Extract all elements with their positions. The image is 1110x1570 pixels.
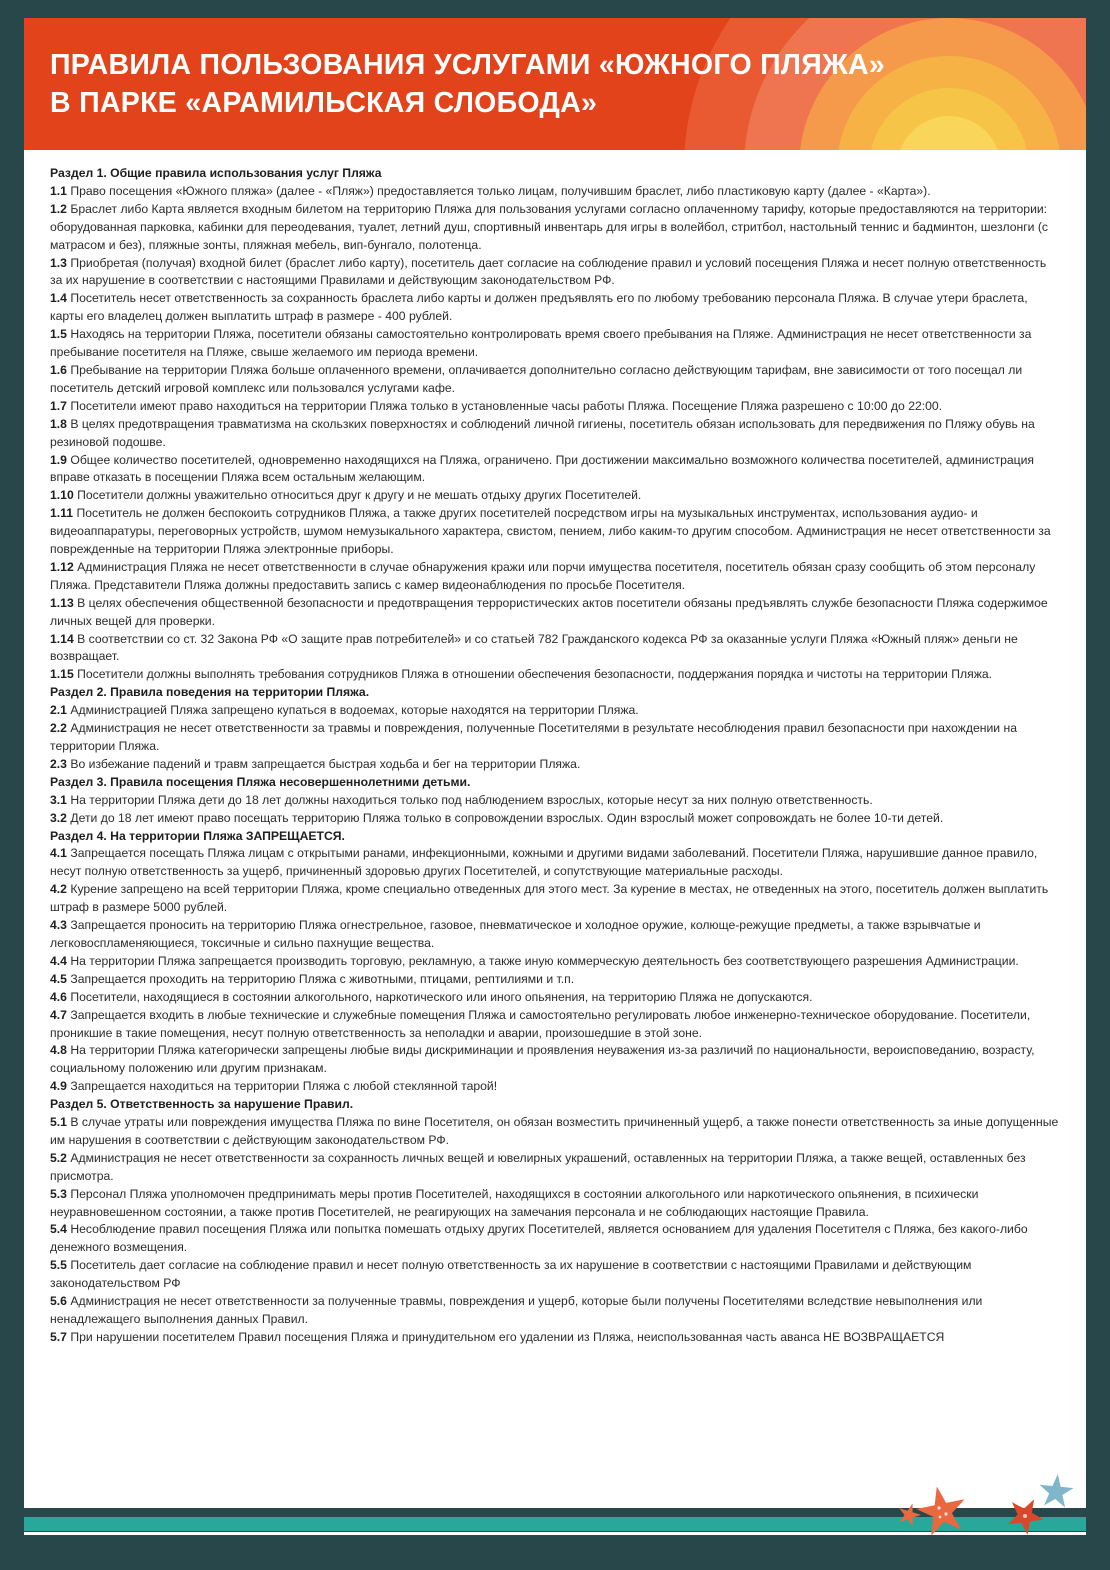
rule-item <box>50 452 1060 488</box>
rule-item <box>50 487 1060 505</box>
section-heading: Раздел 1. Общие правила использования услуг Пляжа <box>50 166 382 180</box>
rule-number: 5.5 <box>50 1258 67 1273</box>
rule-number: 4.2 <box>50 882 67 897</box>
rule-number: 5.7 <box>50 1329 67 1344</box>
rule-text: Персонал Пляжа уполномочен предпринимать меры против Посетителей, находящихся в состоянии алкогольного или наркотического опьянения, в психически неуравновешенном состоянии, а также против Посетителей, не реагирующих на замечания персонала и не соблюдающих настоящие Правила. <box>50 1186 979 1219</box>
rule-item <box>50 183 1060 201</box>
page-title <box>50 46 1050 122</box>
section-heading: Раздел 5. Ответственность за нарушение Правил. <box>50 1097 354 1112</box>
rule-text: Посетители должны выполнять требования сотрудников Пляжа в отношении обеспечения безопасности, поддержания порядка и чистоты на территории Пляжа. <box>77 667 993 682</box>
rule-text: Браслет либо Карта является входным билетом на территорию Пляжа для пользования услугами согласно оплаченному тарифу, которые предоставляются на территории: оборудованная парковка, кабинки для переодевания, туалет, летний душ, спортивный инвентарь для игры в волейбол, стритбол, настольный теннис и бадминтон, шезлонги (с матрасом и без), пляжные зонты, пляжная мебель, вип-бунгало, полотенца. <box>50 201 1049 252</box>
rule-text: Курение запрещено на всей территории Пляжа, кроме специально отведенных для этого мест. За курение в местах, не отведенных на этого, посетитель должен выплатить штраф в размере 5000 рублей. <box>50 882 1049 915</box>
rule-item <box>50 326 1060 362</box>
rule-item <box>50 362 1060 398</box>
title-line-2: В ПАРКЕ «АРАМИЛЬСКАЯ СЛОБОДА» <box>50 87 598 119</box>
rule-item <box>50 595 1060 631</box>
section-heading: Раздел 3. Правила посещения Пляжа несовершеннолетними детьми. <box>50 774 471 789</box>
rules-content <box>50 165 1060 1347</box>
rule-number: 5.1 <box>50 1115 67 1130</box>
rule-text: Администрация Пляжа не несет ответственности в случае обнаружения кражи или порчи имущества посетителя, посетитель обязан сразу сообщить об этом персоналу Пляжа. Представители Пляжа должны предоставить запись с камер видеонаблюдения по просьбе Посетителя. <box>50 559 1036 592</box>
rule-number: 1.1 <box>50 183 67 198</box>
rule-text: Запрещается находиться на территории Пляжа с любой стеклянной тарой! <box>70 1079 498 1094</box>
rule-number: 4.6 <box>50 989 67 1004</box>
rule-text: Администрация не несет ответственности за полученные травмы, повреждения и ущерб, которые были получены Посетителями вследствие невыполнения или ненадлежащего выполнения данных Правил. <box>50 1294 983 1326</box>
rule-number: 1.5 <box>50 327 67 342</box>
rule-number: 1.13 <box>50 595 74 610</box>
rule-item <box>50 1007 1060 1043</box>
rule-item <box>50 1042 1060 1078</box>
starfish-blue-icon <box>1036 1472 1076 1512</box>
rule-item <box>50 881 1060 917</box>
rule-text: Запрещается входить в любые технические и служебные помещения Пляжа и самостоятельно регулировать любое инженерно-техническое оборудование. Посетители, проникшие в такие помещения, несут полную ответственность за неполадки и аварии, произошедшие в этой зоне. <box>50 1007 1031 1040</box>
rule-text: На территории Пляжа запрещается производить торговую, рекламную, а также иную коммерческую деятельность без соответствующего разрешения Администрации. <box>70 953 1019 968</box>
rule-number: 2.2 <box>50 721 67 736</box>
rule-text: Запрещается проносить на территорию Пляжа огнестрельное, газовое, пневматическое и холодное оружие, колюще-режущие предметы, а также взрывчатые и легковоспламеняющиеся, токсичные и сильно пахнущие вещества. <box>50 918 981 950</box>
rule-text: Посетители имеют право находиться на территории Пляжа только в установленные часы работы Пляжа. Посещение Пляжа разрешено с 10:00 до 22:00. <box>70 398 943 413</box>
rule-item <box>50 917 1060 953</box>
rule-text: Запрещается проходить на территорию Пляжа с животными, птицами, рептилиями и т.п. <box>70 971 575 986</box>
rule-text: Запрещается посещать Пляжа лицам с открытыми ранами, инфекционными, кожными и другими видами заболеваний. Посетители Пляжа, нарушившие данное правило, несут полную ответственность за ущерб, причиненный здоровью других Посетителей, и сопутствующие материальные расходы. <box>50 846 1038 879</box>
rule-number: 1.8 <box>50 416 67 431</box>
rule-item <box>50 845 1060 881</box>
rule-text: Находясь на территории Пляжа, посетители обязаны самостоятельно контролировать время своего пребывания на Пляже. Администрация не несет ответственности за пребывание посетителя на Пляже, свыше желаемого им периода времени. <box>50 327 1032 360</box>
rule-text: Посетитель несет ответственность за сохранность браслета либо карты и должен предъявлять его по любому требованию персонала Пляжа. В случае утери браслета, карты его владелец должен выплатить штраф в размере - 400 рублей. <box>50 291 1028 324</box>
rule-text: В целях предотвращения травматизма на скользких поверхностях и соблюдений личной гигиены, посетитель обязан использовать для передвижения по Пляжу обувь на резиновой подошве. <box>50 416 1035 449</box>
rule-number: 1.14 <box>50 631 74 646</box>
rule-text: Посетители должны уважительно относиться друг к другу и не мешать отдыху других Посетителей. <box>77 488 642 503</box>
rule-item <box>50 1186 1060 1222</box>
rule-number: 5.2 <box>50 1150 67 1165</box>
header-banner <box>24 18 1086 150</box>
rule-number: 4.7 <box>50 1007 67 1022</box>
rule-number: 1.6 <box>50 362 67 377</box>
rule-text: При нарушении посетителем Правил посещения Пляжа и принудительном его удалении из Пляжа, неиспользованная часть аванса НЕ ВОЗВРАЩАЕТСЯ <box>70 1329 945 1344</box>
rule-item <box>50 201 1060 255</box>
rule-item <box>50 631 1060 667</box>
rule-text: Право посещения «Южного пляжа» (далее - «Пляж») предоставляется только лицам, получившим браслет, либо пластиковую карту (далее - «Карта»). <box>70 183 931 198</box>
rule-text: Посетитель дает согласие на соблюдение правил и несет полную ответственность за их нарушение в соответствии с настоящими Правилами и действующим законодательством РФ <box>50 1258 972 1291</box>
rule-text: Приобретая (получая) входной билет (браслет либо карту), посетитель дает согласие на соблюдение правил и условий посещения Пляжа и несет полную ответственность за их нарушение в соответствии с настоящими Правилами и действующим законодательством РФ. <box>50 255 1047 288</box>
rule-item <box>50 1221 1060 1257</box>
rule-item <box>50 953 1060 971</box>
rule-number: 4.3 <box>50 918 67 933</box>
rule-item <box>50 290 1060 326</box>
rule-number: 1.15 <box>50 667 74 682</box>
rule-item <box>50 666 1060 684</box>
rule-text: Администрацией Пляжа запрещено купаться в водоемах, которые находятся на территории Пляжа. <box>70 703 639 718</box>
rule-item <box>50 416 1060 452</box>
rule-item <box>50 702 1060 720</box>
rule-text: В соответствии со ст. 32 Закона РФ «О защите прав потребителей» и со статьей 782 Гражданского кодекса РФ за оказанные услуги Пляжа «Южный пляж» деньги не возвращает. <box>50 631 1018 664</box>
rule-item <box>50 1150 1060 1186</box>
rule-text: Администрация не несет ответственности за сохранность личных вещей и ювелирных украшений, оставленных на территории Пляжа, а также вещей, оставленных без присмотра. <box>50 1150 1026 1183</box>
rule-item <box>50 989 1060 1007</box>
rule-number: 1.9 <box>50 452 67 467</box>
rule-text: На территории Пляжа категорически запрещены любые виды дискриминации и проявления неуважения из-за различий по национальности, вероисповеданию, возрасту, социальному положению или другим признакам. <box>50 1043 1035 1076</box>
rule-item <box>50 971 1060 989</box>
rule-number: 4.1 <box>50 846 67 861</box>
rule-number: 4.8 <box>50 1043 67 1058</box>
rule-number: 3.2 <box>50 810 67 825</box>
starfish-large-icon <box>914 1484 970 1540</box>
rule-number: 1.7 <box>50 398 67 413</box>
rule-number: 4.4 <box>50 953 67 968</box>
rule-text: Пребывание на территории Пляжа больше оплаченного времени, оплачивается дополнительно согласно действующим тарифам, вне зависимости от того посещал ли посетитель детский игровой комплекс или пользовался услугами кафе. <box>50 362 1023 395</box>
rule-text: Несоблюдение правил посещения Пляжа или попытка помешать отдыху других Посетителей, является основанием для удаления Посетителя с Пляжа, без какого-либо денежного возмещения. <box>50 1222 1028 1255</box>
rule-number: 5.4 <box>50 1222 67 1237</box>
rule-item <box>50 255 1060 291</box>
rule-text: Посетитель не должен беспокоить сотрудников Пляжа, а также других посетителей посредством игры на музыкальных инструментах, использования аудио- и видеоаппаратуры, переговорных устройств, шумом немузыкального характера, свистом, пением, либо каким-то другим способом. Администрация не несет ответственности за поврежденные на территории Пляжа электронные приборы. <box>50 506 1051 557</box>
rule-text: В целях обеспечения общественной безопасности и предотвращения террористических актов посетители обязаны предъявлять службе безопасности Пляжа содержимое личных вещей для проверки. <box>50 595 1048 628</box>
rule-text: В случае утраты или повреждения имущества Пляжа по вине Посетителя, он обязан возместить причиненный ущерб, а также понести ответственность за иные допущенные им нарушения в соответствии с действующим законодательством РФ. <box>50 1115 1059 1147</box>
rule-number: 5.6 <box>50 1294 67 1309</box>
rule-number: 3.1 <box>50 792 67 807</box>
rules-sheet <box>24 18 1086 1508</box>
title-line-1: ПРАВИЛА ПОЛЬЗОВАНИЯ УСЛУГАМИ «ЮЖНОГО ПЛЯЖА» <box>50 49 886 81</box>
rule-text: Администрация не несет ответственности за травмы и повреждения, полученные Посетителями в результате несоблюдения правил безопасности при нахождении на территории Пляжа. <box>50 721 1017 753</box>
rule-item <box>50 720 1060 756</box>
rule-item <box>50 1078 1060 1096</box>
rule-item <box>50 756 1060 774</box>
rule-number: 1.3 <box>50 255 67 270</box>
rule-item <box>50 1114 1060 1150</box>
rule-text: Во избежание падений и травм запрещается быстрая ходьба и бег на территории Пляжа. <box>70 756 581 771</box>
rule-text: На территории Пляжа дети до 18 лет должны находиться только под наблюдением взрослых, которые несут за них полную ответственность. <box>70 792 873 807</box>
rule-number: 4.9 <box>50 1079 67 1094</box>
rule-item <box>50 1293 1060 1329</box>
rule-number: 2.1 <box>50 703 67 718</box>
rule-item <box>50 792 1060 810</box>
rule-item <box>50 1329 1060 1347</box>
rule-text: Дети до 18 лет имеют право посещать территорию Пляжа только в сопровождении взрослых. Один взрослый может сопровождать не более 10-ти детей. <box>70 810 944 825</box>
rule-item <box>50 1257 1060 1293</box>
section-heading: Раздел 4. На территории Пляжа ЗАПРЕЩАЕТСЯ. <box>50 828 345 843</box>
rule-number: 4.5 <box>50 971 67 986</box>
rule-number: 5.3 <box>50 1186 67 1201</box>
rule-item <box>50 559 1060 595</box>
rule-number: 1.4 <box>50 291 67 306</box>
rule-item <box>50 810 1060 828</box>
rule-number: 1.11 <box>50 506 74 521</box>
rule-item <box>50 398 1060 416</box>
rule-number: 1.10 <box>50 488 74 503</box>
section-heading: Раздел 2. Правила поведения на территории Пляжа. <box>50 685 370 700</box>
rule-text: Посетители, находящиеся в состоянии алкогольного, наркотического или иного опьянения, на территорию Пляжа не допускаются. <box>70 989 813 1004</box>
rule-text: Общее количество посетителей, одновременно находящихся на Пляжа, ограничено. При достижении максимально возможного количества посетителей, администрация вправе отказать в посещении Пляжа всем остальным желающим. <box>50 452 1035 485</box>
rule-item <box>50 505 1060 559</box>
rule-number: 1.2 <box>50 201 67 216</box>
rule-number: 2.3 <box>50 756 67 771</box>
rule-number: 1.12 <box>50 559 74 574</box>
